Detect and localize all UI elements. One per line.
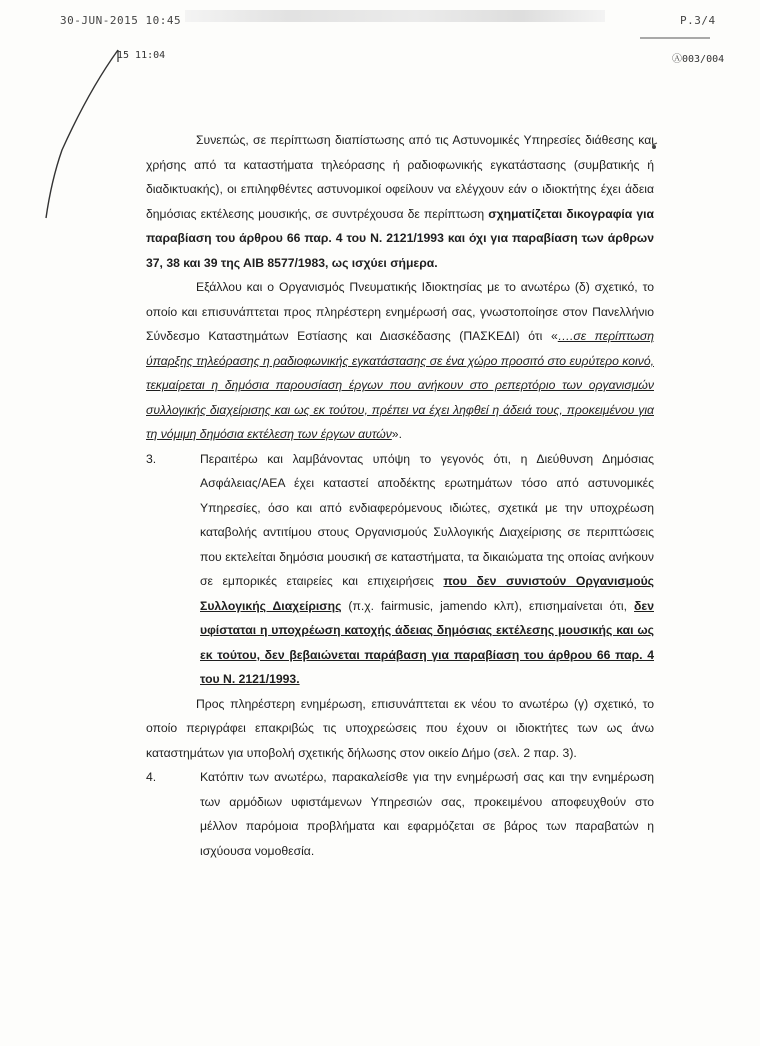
letter-body xyxy=(146,128,654,863)
bold-text: σχηματίζεται δικογραφία για παραβίαση του άρθρου 66 παρ. 4 του Ν. 2121/1993 και όχι για παραβίαση των άρθρων 37, 38 και 39 της ΑΙΒ 8577/1983, ως ισχύει σήμερα. xyxy=(146,206,654,270)
paragraph-number: 3. xyxy=(146,451,157,466)
paragraph: Περαιτέρω και λαμβάνοντας υπόψη το γεγονός ότι, η Διεύθυνση Δημόσιας Ασφάλειας/ΑΕΑ έχει καταστεί αποδέκτης ερωτημάτων τόσο από αστυνομικές Υπηρεσίες, όσο και από ενδιαφερόμενους ιδιώτες, σχετικά με την υποχρέωση καταβολής αντιτίμου στους Οργανισμούς Συλλογικής Διαχείρισης σε περιπτώσεις που εκτελείται δημόσια μουσική σε καταστήματα, τα δικαιώματα της οποίας ανήκουν σε εμπορικές εταιρείες και επιχειρήσεις που δεν συνιστούν Οργανισμούς Συλλογικής Διαχείρισης (π.χ. fairmusic, jamendo κλπ), επισημαίνεται ότι, δεν υφίσταται η υποχρέωση κατοχής άδειας δημόσιας εκτέλεσης μουσικής και ως εκ τούτου, δεν βεβαιώνεται παράβαση για παραβίαση του άρθρου 66 παρ. 4 του Ν. 2121/1993. xyxy=(200,451,654,686)
paragraph-number: 4. xyxy=(146,770,157,784)
bold-underlined-text: δεν υφίσταται η υποχρέωση κατοχής άδειας δημόσιας εκτέλεσης μουσικής και ως εκ τούτου, δεν βεβαιώνεται παράβαση για παραβίαση του άρθρου 66 παρ. 4 του Ν. 2121/1993. xyxy=(200,598,654,686)
numbered-paragraph xyxy=(146,765,654,863)
paragraph: Συνεπώς, σε περίπτωση διαπίστωσης από τις Αστυνομικές Υπηρεσίες διάθεσης και χρήσης από τα καταστήματα τηλεόρασης ή ραδιοφωνικής εγκατάστασης (συμβατικής ή διαδικτυακής), οι επιληφθέντες αστυνομικοί οφείλουν να ελέγχουν εάν ο ιδιοκτήτης έχει άδεια δημόσιας εκτέλεσης μουσικής, σε συντρέχουσα δε περίπτωση σχηματίζεται δικογραφία για παραβίαση του άρθρου 66 παρ. 4 του Ν. 2121/1993 και όχι για παραβίαση των άρθρων 37, 38 και 39 της ΑΙΒ 8577/1983, ως ισχύει σήμερα. xyxy=(146,133,654,270)
fax-date-time: 30-JUN-2015 10:45 xyxy=(60,14,182,27)
paragraph: Εξάλλου και ο Οργανισμός Πνευματικής Ιδιοκτησίας με το ανωτέρω (δ) σχετικό, το οποίο και επισυνάπτεται προς πληρέστερη ενημέρωσή σας, γνωστοποίησε στον Πανελλήνιο Σύνδεσμο Καταστημάτων Εστίασης και Διασκέδασης (ΠΑΣΚΕΔΙ) ότι «….σε περίπτωση ύπαρξης τηλεόρασης η ραδιοφωνικής εγκατάστασης σε ένα χώρο προσιτό στο ευρύτερο κοινό, τεκμαίρεται η δημόσια παρουσίαση έργων που ανήκουν στο ρεπερτόριο των οργανισμών συλλογικής διαχείρισης και ως εκ τούτου, πρέπει να έχει ληφθεί η άδειά τους, προκειμένου για τη νόμιμη δημόσια εκτέλεση των έργων αυτών». xyxy=(146,280,655,441)
bold-underlined-text: που δεν συνιστούν Οργανισμούς Συλλογικής Διαχείρισης xyxy=(200,574,654,613)
quoted-underlined-text: ….σε περίπτωση ύπαρξης τηλεόρασης η ραδιοφωνικής εγκατάστασης σε ένα χώρο προσιτό στο ευρύτερο κοινό, τεκμαίρεται η δημόσια παρουσίαση έργων που ανήκουν στο ρεπερτόριο των οργανισμών συλλογικής διαχείρισης και ως εκ τούτου, πρέπει να έχει ληφθεί η άδειά τους, προκειμένου για τη νόμιμη δημόσια εκτέλεση των έργων αυτών xyxy=(146,329,655,441)
paragraph: Προς πληρέστερη ενημέρωση, επισυνάπτεται εκ νέου το ανωτέρω (γ) σχετικό, το οποίο περιγράφει επακριβώς τις υποχρεώσεις που έχουν οι ιδιοκτήτες των ως άνω καταστημάτων για υποβολή σχετικής δήλωσης στον οικείο Δήμο (σελ. 2 παρ. 3). xyxy=(146,696,654,760)
fax-sub-time: 15 11:04 xyxy=(117,50,166,61)
paragraph: Κατόπιν των ανωτέρω, παρακαλείσθε για την ενημέρωσή σας και την ενημέρωση των αρμόδιων υφιστάμενων Υπηρεσιών σας, προκειμένου αποφευχθούν στο μέλλον παρόμοια προβλήματα και εφαρμόζεται σε βάρος των παραβατών η ισχύουσα νομοθεσία. xyxy=(200,770,654,858)
fax-page-counter: Ⓐ003/004 xyxy=(672,54,725,65)
numbered-paragraph xyxy=(146,447,654,692)
fax-page-number: P.3/4 xyxy=(680,14,716,27)
